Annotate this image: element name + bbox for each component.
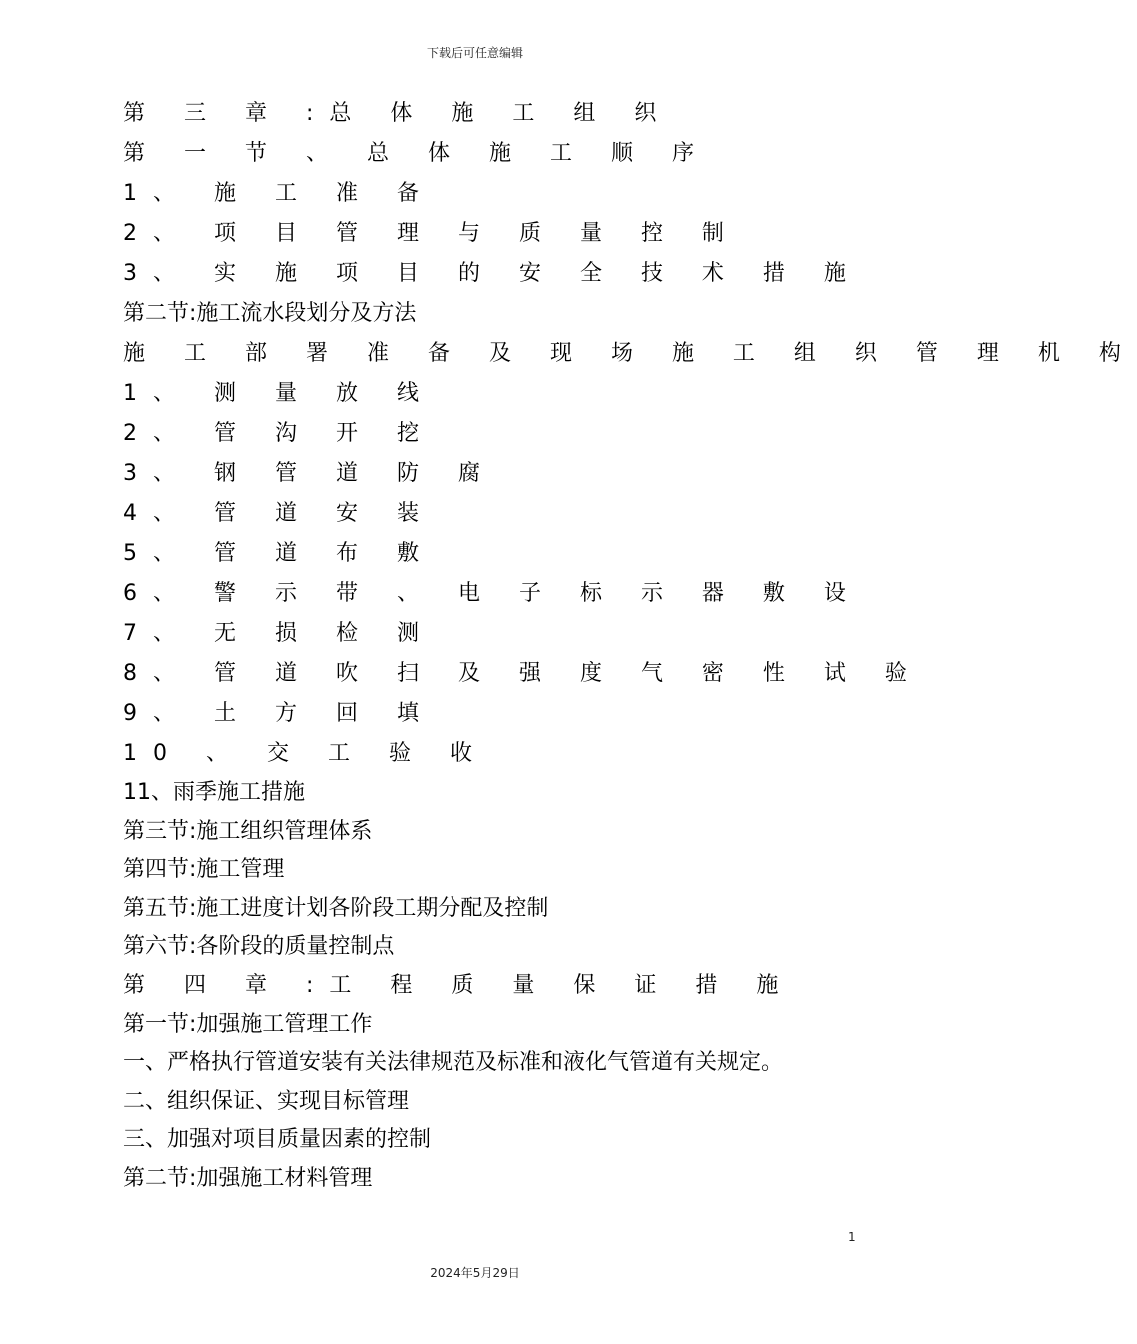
page-number: 1 — [848, 1230, 856, 1244]
list-item: 5、 管 道 布 敷 — [123, 541, 435, 566]
section-1-heading: 第 一 节 、 总 体 施 工 顺 序 — [123, 141, 710, 166]
document-body — [123, 94, 1137, 1199]
list-item: 8、 管 道 吹 扫 及 强 度 气 密 性 试 验 — [123, 661, 923, 686]
list-item: 11、雨季施工措施 — [123, 780, 305, 805]
list-item: 2、 管 沟 开 挖 — [123, 421, 435, 446]
list-item: 9、 土 方 回 填 — [123, 701, 435, 726]
section-1-heading: 第一节:加强施工管理工作 — [123, 1011, 373, 1037]
page-footer-date: 2024年5月29日 — [430, 1266, 520, 1280]
section-2-heading: 第二节:加强施工材料管理 — [123, 1165, 373, 1191]
chapter-4-heading: 第 四 章 :工 程 质 量 保 证 措 施 — [123, 972, 795, 998]
list-item: 3、 钢 管 道 防 腐 — [123, 461, 496, 486]
subheading: 施 工 部 署 准 备 及 现 场 施 工 组 织 管 理 机 构 — [123, 341, 1137, 366]
list-item: 二、组织保证、实现目标管理 — [123, 1088, 410, 1114]
section-2-heading: 第二节:施工流水段划分及方法 — [123, 301, 417, 326]
list-item: 6、 警 示 带 、 电 子 标 示 器 敷 设 — [123, 581, 862, 606]
list-item: 7、 无 损 检 测 — [123, 621, 435, 646]
list-item: 3、 实 施 项 目 的 安 全 技 术 措 施 — [123, 261, 862, 286]
list-item: 三、加强对项目质量因素的控制 — [123, 1127, 432, 1153]
list-item: 2、 项 目 管 理 与 质 量 控 制 — [123, 221, 740, 246]
section-4-heading: 第四节:施工管理 — [123, 857, 285, 883]
list-item: 1、 施 工 准 备 — [123, 181, 435, 206]
list-item: 4、 管 道 安 装 — [123, 501, 435, 526]
list-item: 1、 测 量 放 线 — [123, 381, 435, 406]
section-3-heading: 第三节:施工组织管理体系 — [123, 818, 373, 844]
list-item: 10 、 交 工 验 收 — [123, 741, 488, 766]
section-5-heading: 第五节:施工进度计划各阶段工期分配及控制 — [123, 895, 549, 921]
page-header: 下载后可任意编辑 — [426, 46, 523, 60]
list-item: 一、严格执行管道安装有关法律规范及标准和液化气管道有关规定。 — [123, 1050, 784, 1076]
chapter-3-heading: 第 三 章 :总 体 施 工 组 织 — [123, 101, 673, 126]
section-6-heading: 第六节:各阶段的质量控制点 — [123, 934, 395, 960]
